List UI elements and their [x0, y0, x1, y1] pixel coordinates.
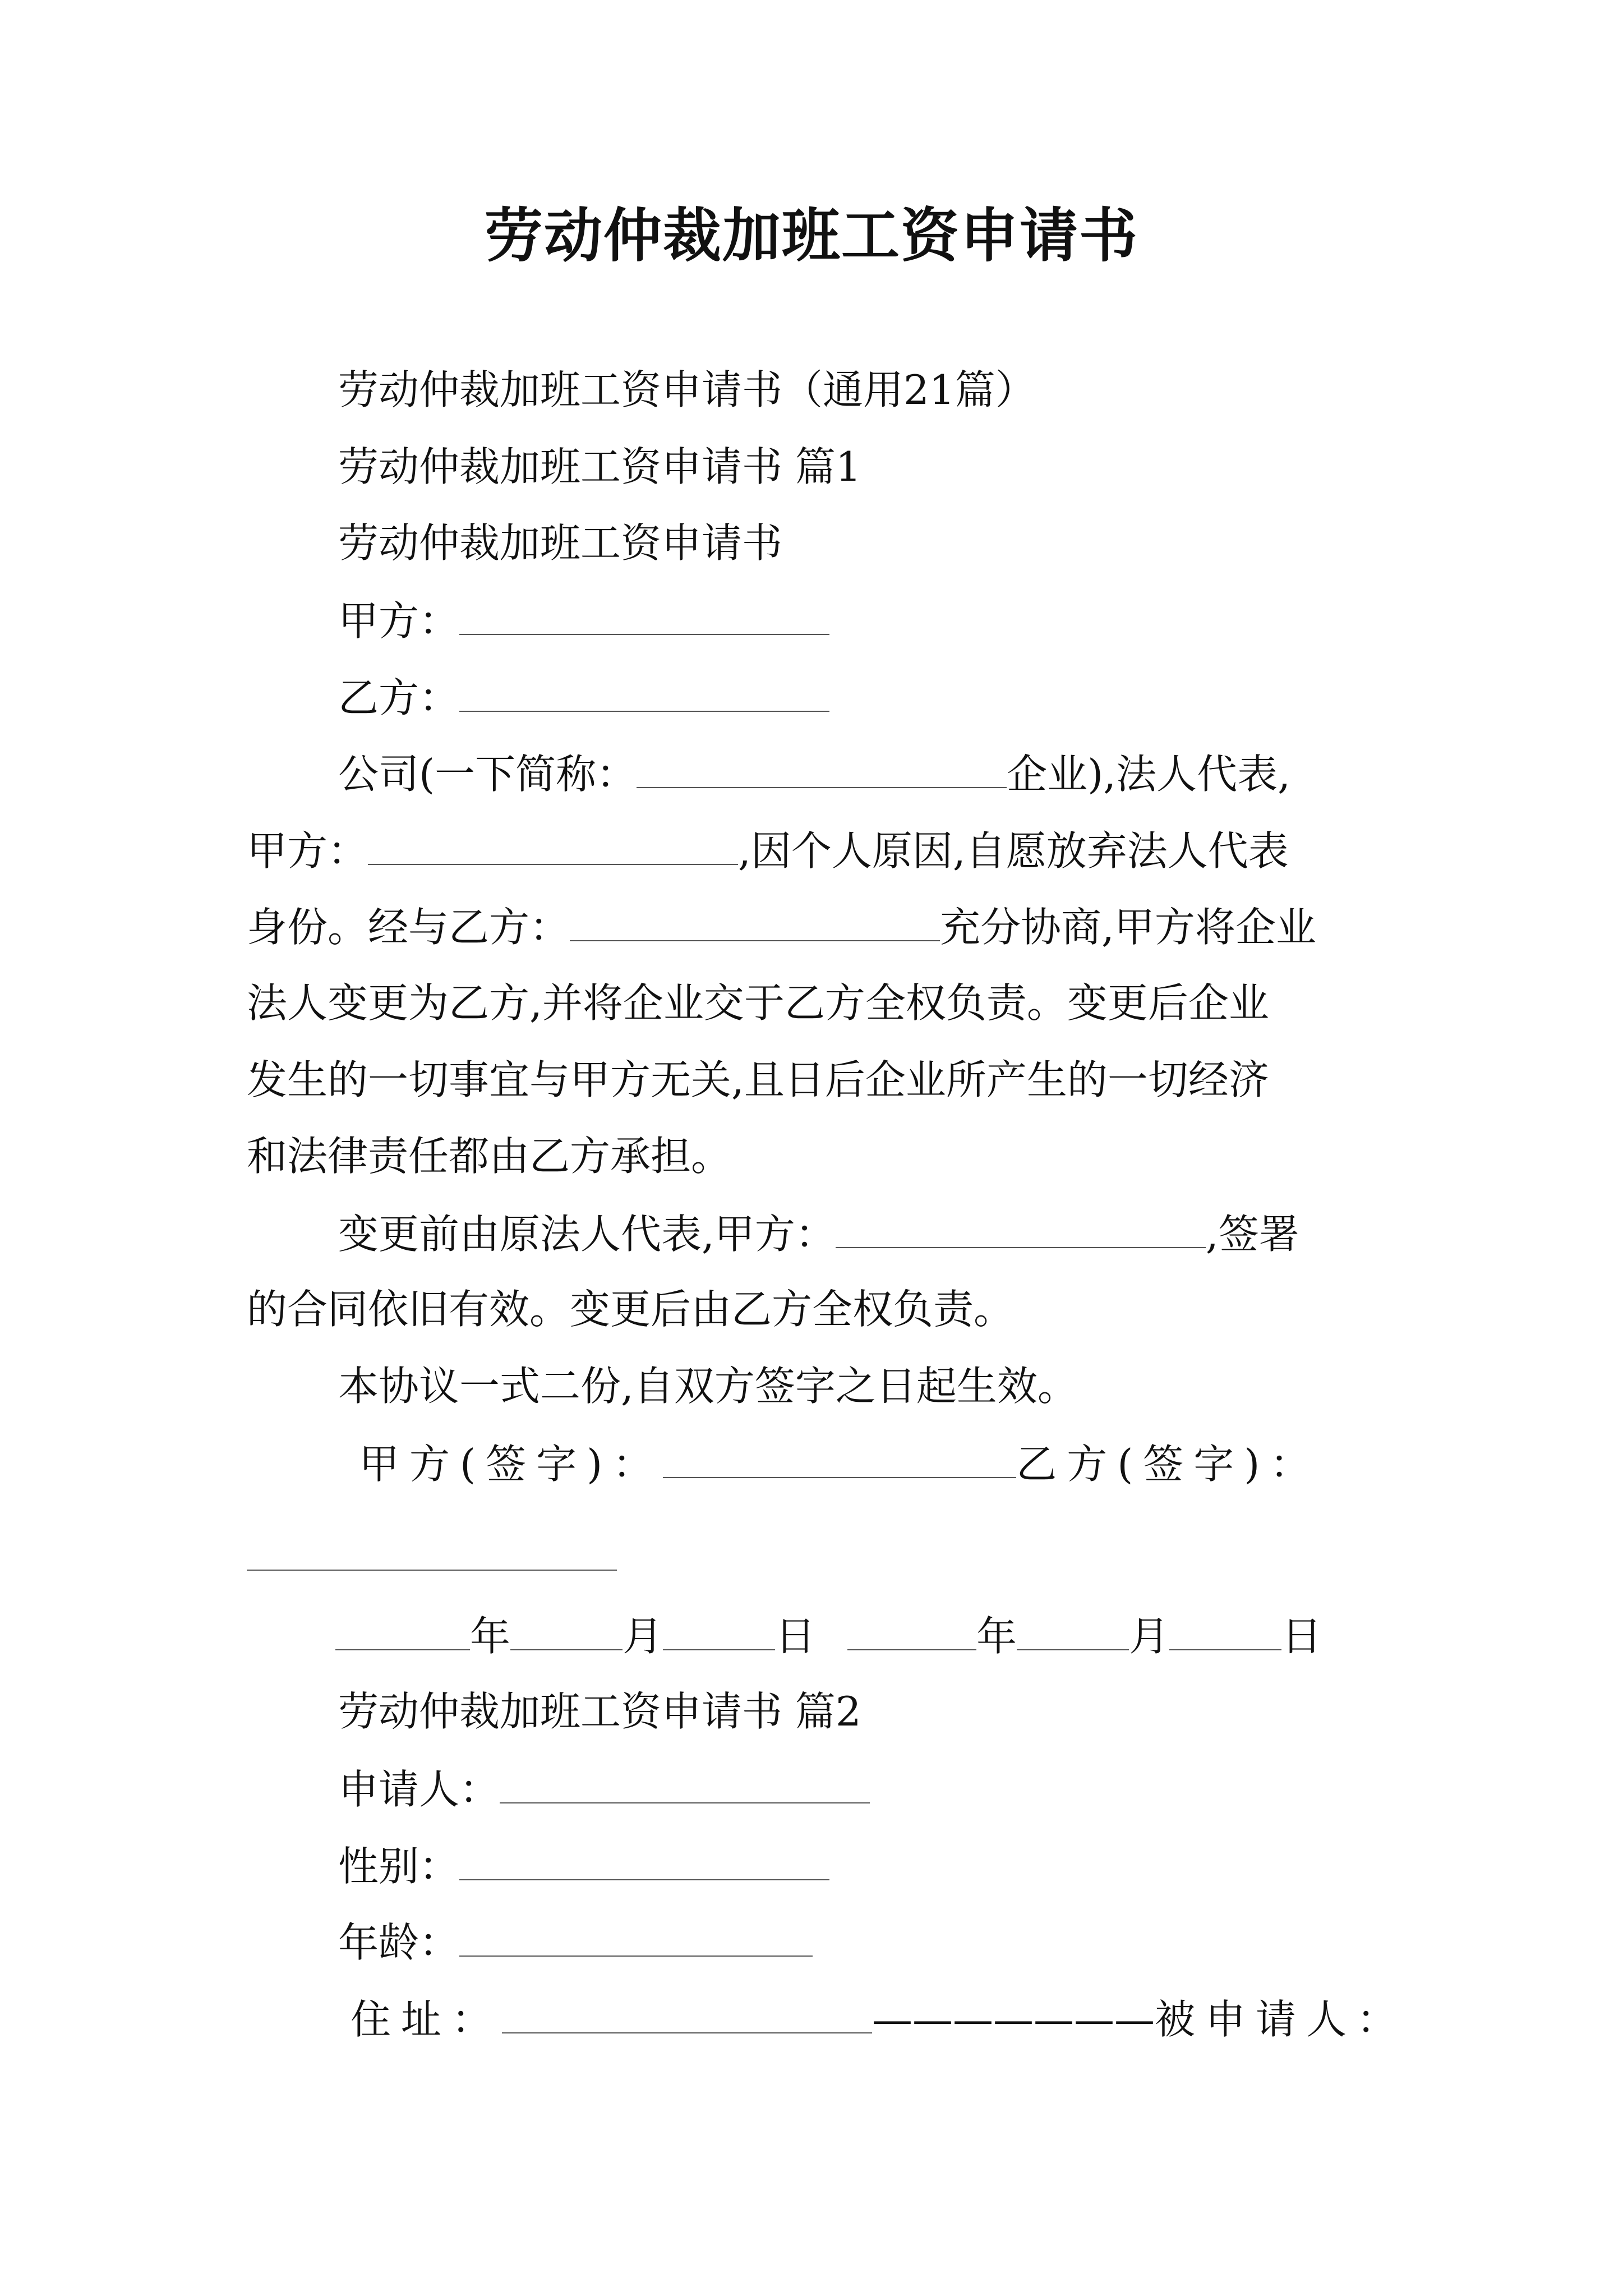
document-title: 劳动仲裁加班工资申请书 [484, 201, 1138, 270]
gender-label: 性别： [338, 1843, 460, 1890]
address-blank [502, 1993, 872, 2033]
party-a-label: 甲方： [338, 597, 460, 645]
party-a-blank-2 [836, 1208, 1206, 1248]
applicant-blank [500, 1763, 870, 1803]
party-a-blank [459, 595, 829, 635]
address-dash: ——————— [872, 1996, 1155, 2043]
para1-line2-text-b: ,因个人原因,自愿放弃法人代表 [738, 827, 1289, 875]
applicant-row [338, 1763, 870, 1815]
party-b-name-blank [570, 901, 940, 941]
party-b-sign-label: 乙方(签字)： [1016, 1441, 1321, 1488]
company-name-blank [637, 748, 1007, 788]
address-label: 住址： [351, 1996, 502, 2043]
para1-line3 [247, 901, 1316, 953]
para2-line1 [338, 1208, 1299, 1259]
para1-line2-text-a: 甲方： [247, 827, 368, 875]
date-row [335, 1610, 1322, 1662]
para2-line1-text-a: 变更前由原法人代表,甲方： [338, 1211, 836, 1258]
year-label-a: 年 [470, 1613, 511, 1660]
party-a-sign-label: 甲方(签字)： [359, 1441, 663, 1488]
para2-line2: 的合同依旧有效。变更后由乙方全权负责。 [247, 1286, 1015, 1333]
section1-doc-title: 劳动仲裁加班工资申请书 [338, 519, 783, 567]
para1-line1-text-a: 公司(一下简称： [338, 751, 637, 798]
month-label-a: 月 [623, 1613, 663, 1660]
month-blank-a [510, 1610, 623, 1650]
month-label-b: 月 [1128, 1613, 1169, 1660]
applicant-label: 申请人： [338, 1766, 500, 1813]
respondent-label: 被申请人： [1155, 1996, 1408, 2043]
party-b-sign-row [247, 1531, 617, 1582]
party-b-row [338, 671, 829, 723]
day-blank-b [1169, 1610, 1281, 1650]
party-a-sign-blank [663, 1438, 1016, 1478]
para1-line3-text-b: 充分协商,甲方将企业 [940, 904, 1316, 951]
age-blank [459, 1916, 813, 1957]
para1-line5: 发生的一切事宜与甲方无关,且日后企业所产生的一切经济 [247, 1056, 1269, 1103]
para1-line1-text-b: 企业),法人代表, [1007, 751, 1290, 798]
section1-heading: 劳动仲裁加班工资申请书 篇1 [338, 443, 861, 490]
signature-row [359, 1438, 1320, 1489]
gender-blank [459, 1840, 829, 1880]
para1-line2 [247, 825, 1289, 876]
day-label-b: 日 [1281, 1613, 1322, 1660]
year-blank-a [335, 1610, 470, 1650]
year-blank-b [847, 1610, 976, 1650]
year-label-b: 年 [976, 1613, 1017, 1660]
age-row [338, 1916, 813, 1968]
party-b-label: 乙方： [338, 674, 460, 721]
party-a-row [338, 595, 829, 646]
day-label-a: 日 [775, 1613, 816, 1660]
para3: 本协议一式二份,自双方签字之日起生效。 [338, 1363, 1078, 1410]
gender-row [338, 1840, 829, 1892]
party-a-name-blank [368, 825, 738, 865]
address-row [351, 1993, 1407, 2045]
subtitle: 劳动仲裁加班工资申请书（通用21篇） [338, 366, 1036, 413]
para1-line4: 法人变更为乙方,并将企业交于乙方全权负责。变更后企业 [247, 979, 1269, 1027]
section2-heading: 劳动仲裁加班工资申请书 篇2 [338, 1688, 861, 1735]
month-blank-b [1017, 1610, 1129, 1650]
para2-line1-text-b: ,签署 [1205, 1211, 1299, 1258]
age-label: 年龄： [338, 1919, 460, 1966]
day-blank-a [663, 1610, 775, 1650]
para1-line3-text-a: 身份。经与乙方： [247, 904, 570, 951]
para1-line1 [338, 748, 1290, 799]
para1-line6: 和法律责任都由乙方承担。 [247, 1133, 732, 1180]
party-b-blank [459, 671, 829, 712]
party-b-sign-blank [247, 1536, 617, 1571]
